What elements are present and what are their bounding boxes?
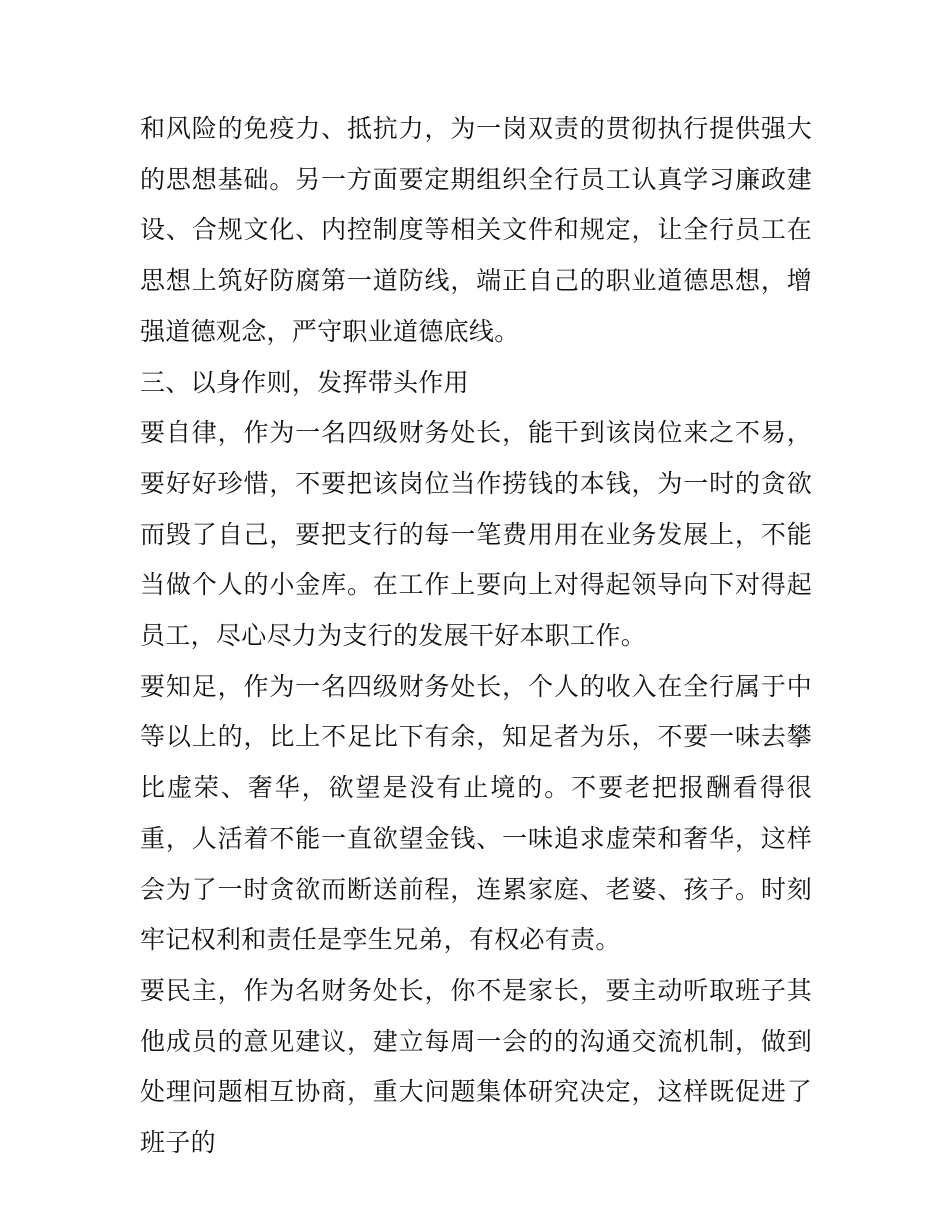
- paragraph-ideological-foundation: 和风险的免疫力、抵抗力，为一岗双责的贯彻执行提供强大的思想基础。另一方面要定期组织全行员工认真学习廉政建设、合规文化、内控制度等相关文件和规定，让全行员工在思想上筑好防腐第一道防线，端正自己的职业道德思想，增强道德观念，严守职业道德底线。: [140, 114, 812, 346]
- section-heading-lead-by-example: 三、以身作则，发挥带头作用: [140, 367, 469, 397]
- paragraph-contentment: 要知足，作为一名四级财务处长，个人的收入在全行属于中等以上的，比上不足比下有余，知足者为乐，不要一味去攀比虚荣、奢华，欲望是没有止境的。不要老把报酬看得很重，人活着不能一直欲望金钱、一味追求虚荣和奢华，这样会为了一时贪欲而断送前程，连累家庭、老婆、孩子。时刻牢记权利和责任是孪生兄弟，有权必有责。: [140, 671, 812, 955]
- document-body: [140, 104, 812, 1169]
- paragraph-self-discipline: 要自律，作为一名四级财务处长，能干到该岗位来之不易，要好好珍惜，不要把该岗位当作捞钱的本钱，为一时的贪欲而毁了自己，要把支行的每一笔费用用在业务发展上，不能当做个人的小金库。在工作上要向上对得起领导向下对得起员工，尽心尽力为支行的发展干好本职工作。: [140, 418, 812, 651]
- paragraph-democracy: 要民主，作为名财务处长，你不是家长，要主动听取班子其他成员的意见建议，建立每周一会的的沟通交流机制，做到处理问题相互协商，重大问题集体研究决定，这样既促进了班子的: [140, 975, 812, 1158]
